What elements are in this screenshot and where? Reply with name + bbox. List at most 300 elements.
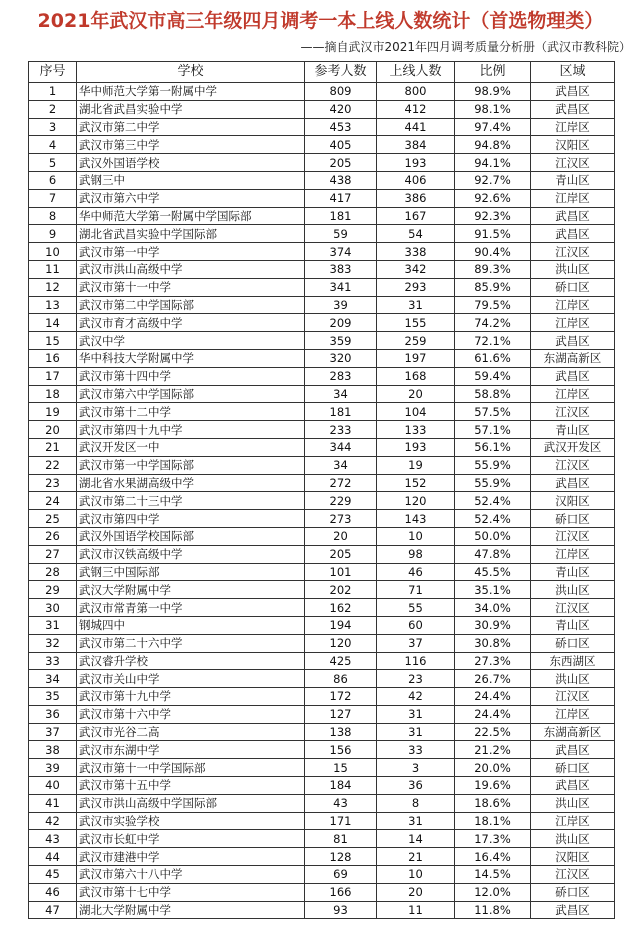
participants-cell: 171 bbox=[305, 812, 377, 830]
ratio-cell: 57.5% bbox=[455, 403, 531, 421]
district-cell: 武昌区 bbox=[531, 474, 615, 492]
qualified-cell: 193 bbox=[377, 154, 455, 172]
table-row bbox=[29, 474, 615, 492]
table-row bbox=[29, 118, 615, 136]
district-cell: 江汉区 bbox=[531, 866, 615, 884]
qualified-cell: 406 bbox=[377, 171, 455, 189]
table-row bbox=[29, 777, 615, 795]
table-row bbox=[29, 599, 615, 617]
participants-cell: 229 bbox=[305, 492, 377, 510]
participants-cell: 233 bbox=[305, 421, 377, 439]
district-cell: 东西湖区 bbox=[531, 652, 615, 670]
qualified-cell: 60 bbox=[377, 616, 455, 634]
table-row bbox=[29, 296, 615, 314]
district-cell: 洪山区 bbox=[531, 794, 615, 812]
participants-cell: 162 bbox=[305, 599, 377, 617]
ratio-cell: 35.1% bbox=[455, 581, 531, 599]
row-index-cell: 18 bbox=[29, 385, 77, 403]
qualified-cell: 8 bbox=[377, 794, 455, 812]
district-cell: 江岸区 bbox=[531, 314, 615, 332]
ratio-cell: 18.6% bbox=[455, 794, 531, 812]
ratio-cell: 24.4% bbox=[455, 688, 531, 706]
table-row bbox=[29, 759, 615, 777]
ratio-cell: 18.1% bbox=[455, 812, 531, 830]
participants-cell: 809 bbox=[305, 83, 377, 101]
row-index-cell: 8 bbox=[29, 207, 77, 225]
school-name-cell: 武汉开发区一中 bbox=[77, 438, 305, 456]
ratio-cell: 61.6% bbox=[455, 349, 531, 367]
qualified-cell: 133 bbox=[377, 421, 455, 439]
district-cell: 硚口区 bbox=[531, 759, 615, 777]
row-index-cell: 40 bbox=[29, 777, 77, 795]
school-name-cell: 武汉市第二中学国际部 bbox=[77, 296, 305, 314]
table-body bbox=[29, 83, 615, 919]
ratio-cell: 11.8% bbox=[455, 901, 531, 919]
participants-cell: 127 bbox=[305, 705, 377, 723]
row-index-cell: 39 bbox=[29, 759, 77, 777]
qualified-cell: 155 bbox=[377, 314, 455, 332]
district-cell: 洪山区 bbox=[531, 260, 615, 278]
participants-cell: 209 bbox=[305, 314, 377, 332]
school-name-cell: 华中师范大学第一附属中学国际部 bbox=[77, 207, 305, 225]
participants-cell: 34 bbox=[305, 456, 377, 474]
participants-cell: 344 bbox=[305, 438, 377, 456]
qualified-cell: 46 bbox=[377, 563, 455, 581]
district-cell: 硚口区 bbox=[531, 510, 615, 528]
row-index-cell: 36 bbox=[29, 705, 77, 723]
school-name-cell: 武汉市第十二中学 bbox=[77, 403, 305, 421]
school-name-cell: 武汉市第六中学 bbox=[77, 189, 305, 207]
row-index-cell: 20 bbox=[29, 421, 77, 439]
participants-cell: 69 bbox=[305, 866, 377, 884]
district-cell: 江汉区 bbox=[531, 154, 615, 172]
ratio-cell: 30.9% bbox=[455, 616, 531, 634]
district-cell: 江岸区 bbox=[531, 545, 615, 563]
ratio-cell: 98.1% bbox=[455, 100, 531, 118]
row-index-cell: 16 bbox=[29, 349, 77, 367]
table-row bbox=[29, 100, 615, 118]
school-name-cell: 武钢三中国际部 bbox=[77, 563, 305, 581]
school-name-cell: 武汉市第十九中学 bbox=[77, 688, 305, 706]
ratio-cell: 50.0% bbox=[455, 527, 531, 545]
school-name-cell: 武汉市第二中学 bbox=[77, 118, 305, 136]
qualified-cell: 55 bbox=[377, 599, 455, 617]
table-row bbox=[29, 385, 615, 403]
row-index-cell: 35 bbox=[29, 688, 77, 706]
school-name-cell: 武汉市育才高级中学 bbox=[77, 314, 305, 332]
table-row bbox=[29, 367, 615, 385]
participants-cell: 205 bbox=[305, 154, 377, 172]
table-row bbox=[29, 243, 615, 261]
header-qualified: 上线人数 bbox=[377, 62, 455, 83]
district-cell: 江岸区 bbox=[531, 385, 615, 403]
table-row bbox=[29, 545, 615, 563]
district-cell: 江汉区 bbox=[531, 243, 615, 261]
qualified-cell: 31 bbox=[377, 723, 455, 741]
participants-cell: 43 bbox=[305, 794, 377, 812]
ratio-cell: 94.1% bbox=[455, 154, 531, 172]
row-index-cell: 25 bbox=[29, 510, 77, 528]
district-cell: 武昌区 bbox=[531, 777, 615, 795]
qualified-cell: 19 bbox=[377, 456, 455, 474]
participants-cell: 405 bbox=[305, 136, 377, 154]
district-cell: 汉阳区 bbox=[531, 848, 615, 866]
district-cell: 武昌区 bbox=[531, 100, 615, 118]
table-row bbox=[29, 830, 615, 848]
district-cell: 江汉区 bbox=[531, 403, 615, 421]
row-index-cell: 1 bbox=[29, 83, 77, 101]
ratio-cell: 92.6% bbox=[455, 189, 531, 207]
school-name-cell: 湖北省武昌实验中学 bbox=[77, 100, 305, 118]
qualified-cell: 293 bbox=[377, 278, 455, 296]
row-index-cell: 12 bbox=[29, 278, 77, 296]
ratio-cell: 12.0% bbox=[455, 883, 531, 901]
ratio-cell: 58.8% bbox=[455, 385, 531, 403]
row-index-cell: 21 bbox=[29, 438, 77, 456]
row-index-cell: 46 bbox=[29, 883, 77, 901]
table-row bbox=[29, 848, 615, 866]
school-name-cell: 武汉市第六十八中学 bbox=[77, 866, 305, 884]
ratio-cell: 55.9% bbox=[455, 474, 531, 492]
qualified-cell: 800 bbox=[377, 83, 455, 101]
row-index-cell: 43 bbox=[29, 830, 77, 848]
row-index-cell: 45 bbox=[29, 866, 77, 884]
page-title: 2021年武汉市高三年级四月调考一本上线人数统计（首选物理类） bbox=[37, 10, 604, 32]
district-cell: 青山区 bbox=[531, 421, 615, 439]
row-index-cell: 10 bbox=[29, 243, 77, 261]
school-name-cell: 武汉市常青第一中学 bbox=[77, 599, 305, 617]
qualified-cell: 33 bbox=[377, 741, 455, 759]
qualified-cell: 98 bbox=[377, 545, 455, 563]
participants-cell: 15 bbox=[305, 759, 377, 777]
participants-cell: 205 bbox=[305, 545, 377, 563]
row-index-cell: 47 bbox=[29, 901, 77, 919]
qualified-cell: 31 bbox=[377, 812, 455, 830]
qualified-cell: 11 bbox=[377, 901, 455, 919]
participants-cell: 128 bbox=[305, 848, 377, 866]
qualified-cell: 259 bbox=[377, 332, 455, 350]
school-name-cell: 武汉市长虹中学 bbox=[77, 830, 305, 848]
qualified-cell: 342 bbox=[377, 260, 455, 278]
ratio-cell: 91.5% bbox=[455, 225, 531, 243]
row-index-cell: 19 bbox=[29, 403, 77, 421]
participants-cell: 420 bbox=[305, 100, 377, 118]
participants-cell: 181 bbox=[305, 207, 377, 225]
district-cell: 青山区 bbox=[531, 616, 615, 634]
table-row bbox=[29, 670, 615, 688]
ratio-cell: 19.6% bbox=[455, 777, 531, 795]
school-name-cell: 武汉市关山中学 bbox=[77, 670, 305, 688]
table-row bbox=[29, 901, 615, 919]
qualified-cell: 14 bbox=[377, 830, 455, 848]
table-row bbox=[29, 314, 615, 332]
table-row bbox=[29, 83, 615, 101]
district-cell: 硚口区 bbox=[531, 278, 615, 296]
row-index-cell: 29 bbox=[29, 581, 77, 599]
table-row bbox=[29, 438, 615, 456]
ratio-cell: 47.8% bbox=[455, 545, 531, 563]
participants-cell: 383 bbox=[305, 260, 377, 278]
district-cell: 江岸区 bbox=[531, 118, 615, 136]
source-note: ——摘自武汉市2021年四月调考质量分析册（武汉市教科院） bbox=[300, 40, 631, 54]
qualified-cell: 21 bbox=[377, 848, 455, 866]
table-row bbox=[29, 616, 615, 634]
school-name-cell: 武汉中学 bbox=[77, 332, 305, 350]
row-index-cell: 26 bbox=[29, 527, 77, 545]
district-cell: 武昌区 bbox=[531, 225, 615, 243]
school-name-cell: 武汉市建港中学 bbox=[77, 848, 305, 866]
district-cell: 青山区 bbox=[531, 171, 615, 189]
qualified-cell: 23 bbox=[377, 670, 455, 688]
header-ratio: 比例 bbox=[455, 62, 531, 83]
district-cell: 硚口区 bbox=[531, 883, 615, 901]
table-row bbox=[29, 581, 615, 599]
participants-cell: 172 bbox=[305, 688, 377, 706]
qualified-cell: 10 bbox=[377, 866, 455, 884]
row-index-cell: 3 bbox=[29, 118, 77, 136]
qualified-cell: 10 bbox=[377, 527, 455, 545]
ratio-cell: 20.0% bbox=[455, 759, 531, 777]
participants-cell: 181 bbox=[305, 403, 377, 421]
school-name-cell: 湖北大学附属中学 bbox=[77, 901, 305, 919]
district-cell: 洪山区 bbox=[531, 670, 615, 688]
ratio-cell: 55.9% bbox=[455, 456, 531, 474]
header-district: 区域 bbox=[531, 62, 615, 83]
table-row bbox=[29, 794, 615, 812]
district-cell: 硚口区 bbox=[531, 634, 615, 652]
school-name-cell: 武汉市第一中学国际部 bbox=[77, 456, 305, 474]
school-name-cell: 武汉市第十一中学 bbox=[77, 278, 305, 296]
row-index-cell: 33 bbox=[29, 652, 77, 670]
district-cell: 江汉区 bbox=[531, 688, 615, 706]
school-name-cell: 武汉市第一中学 bbox=[77, 243, 305, 261]
row-index-cell: 28 bbox=[29, 563, 77, 581]
table-row bbox=[29, 421, 615, 439]
row-index-cell: 27 bbox=[29, 545, 77, 563]
district-cell: 江岸区 bbox=[531, 296, 615, 314]
ratio-cell: 24.4% bbox=[455, 705, 531, 723]
row-index-cell: 38 bbox=[29, 741, 77, 759]
ratio-cell: 56.1% bbox=[455, 438, 531, 456]
row-index-cell: 17 bbox=[29, 367, 77, 385]
row-index-cell: 37 bbox=[29, 723, 77, 741]
participants-cell: 438 bbox=[305, 171, 377, 189]
table-row bbox=[29, 225, 615, 243]
participants-cell: 273 bbox=[305, 510, 377, 528]
district-cell: 江汉区 bbox=[531, 456, 615, 474]
table-row bbox=[29, 171, 615, 189]
header-index: 序号 bbox=[29, 62, 77, 83]
header-participants: 参考人数 bbox=[305, 62, 377, 83]
ratio-cell: 52.4% bbox=[455, 510, 531, 528]
district-cell: 汉阳区 bbox=[531, 136, 615, 154]
school-name-cell: 华中科技大学附属中学 bbox=[77, 349, 305, 367]
qualified-cell: 120 bbox=[377, 492, 455, 510]
ratio-cell: 30.8% bbox=[455, 634, 531, 652]
qualified-cell: 31 bbox=[377, 296, 455, 314]
table-row bbox=[29, 136, 615, 154]
school-name-cell: 武汉市洪山高级中学国际部 bbox=[77, 794, 305, 812]
school-name-cell: 武汉市光谷二高 bbox=[77, 723, 305, 741]
table-row bbox=[29, 278, 615, 296]
district-cell: 洪山区 bbox=[531, 581, 615, 599]
participants-cell: 101 bbox=[305, 563, 377, 581]
participants-cell: 138 bbox=[305, 723, 377, 741]
participants-cell: 39 bbox=[305, 296, 377, 314]
school-name-cell: 武汉市第四中学 bbox=[77, 510, 305, 528]
school-name-cell: 武汉大学附属中学 bbox=[77, 581, 305, 599]
table-row bbox=[29, 812, 615, 830]
ratio-cell: 97.4% bbox=[455, 118, 531, 136]
district-cell: 武昌区 bbox=[531, 207, 615, 225]
ratio-cell: 89.3% bbox=[455, 260, 531, 278]
qualified-cell: 167 bbox=[377, 207, 455, 225]
qualified-cell: 168 bbox=[377, 367, 455, 385]
row-index-cell: 5 bbox=[29, 154, 77, 172]
participants-cell: 34 bbox=[305, 385, 377, 403]
ratio-cell: 26.7% bbox=[455, 670, 531, 688]
school-name-cell: 武汉市第十六中学 bbox=[77, 705, 305, 723]
table-row bbox=[29, 741, 615, 759]
participants-cell: 320 bbox=[305, 349, 377, 367]
qualified-cell: 193 bbox=[377, 438, 455, 456]
school-name-cell: 武汉市第六中学国际部 bbox=[77, 385, 305, 403]
qualified-cell: 116 bbox=[377, 652, 455, 670]
ratio-cell: 90.4% bbox=[455, 243, 531, 261]
school-name-cell: 武汉市第十五中学 bbox=[77, 777, 305, 795]
table-row bbox=[29, 260, 615, 278]
district-cell: 江汉区 bbox=[531, 599, 615, 617]
qualified-cell: 197 bbox=[377, 349, 455, 367]
table-row bbox=[29, 563, 615, 581]
participants-cell: 166 bbox=[305, 883, 377, 901]
school-name-cell: 武汉市洪山高级中学 bbox=[77, 260, 305, 278]
row-index-cell: 2 bbox=[29, 100, 77, 118]
school-name-cell: 武汉市第二十三中学 bbox=[77, 492, 305, 510]
qualified-cell: 54 bbox=[377, 225, 455, 243]
district-cell: 洪山区 bbox=[531, 830, 615, 848]
district-cell: 江岸区 bbox=[531, 812, 615, 830]
table-row bbox=[29, 510, 615, 528]
participants-cell: 202 bbox=[305, 581, 377, 599]
district-cell: 武昌区 bbox=[531, 741, 615, 759]
participants-cell: 272 bbox=[305, 474, 377, 492]
row-index-cell: 13 bbox=[29, 296, 77, 314]
table-row bbox=[29, 688, 615, 706]
district-cell: 武昌区 bbox=[531, 332, 615, 350]
ratio-cell: 94.8% bbox=[455, 136, 531, 154]
ratio-cell: 45.5% bbox=[455, 563, 531, 581]
row-index-cell: 9 bbox=[29, 225, 77, 243]
qualified-cell: 338 bbox=[377, 243, 455, 261]
ratio-cell: 52.4% bbox=[455, 492, 531, 510]
ratio-cell: 22.5% bbox=[455, 723, 531, 741]
qualified-cell: 152 bbox=[377, 474, 455, 492]
table-row bbox=[29, 866, 615, 884]
ratio-cell: 92.3% bbox=[455, 207, 531, 225]
school-name-cell: 武汉市东湖中学 bbox=[77, 741, 305, 759]
ratio-cell: 57.1% bbox=[455, 421, 531, 439]
header-school: 学校 bbox=[77, 62, 305, 83]
qualified-cell: 42 bbox=[377, 688, 455, 706]
qualified-cell: 386 bbox=[377, 189, 455, 207]
row-index-cell: 14 bbox=[29, 314, 77, 332]
row-index-cell: 31 bbox=[29, 616, 77, 634]
district-cell: 东湖高新区 bbox=[531, 349, 615, 367]
qualified-cell: 36 bbox=[377, 777, 455, 795]
district-cell: 青山区 bbox=[531, 563, 615, 581]
district-cell: 武昌区 bbox=[531, 367, 615, 385]
row-index-cell: 41 bbox=[29, 794, 77, 812]
row-index-cell: 24 bbox=[29, 492, 77, 510]
table-row bbox=[29, 723, 615, 741]
qualified-cell: 20 bbox=[377, 883, 455, 901]
district-cell: 武昌区 bbox=[531, 901, 615, 919]
ratio-cell: 17.3% bbox=[455, 830, 531, 848]
ratio-cell: 74.2% bbox=[455, 314, 531, 332]
qualified-cell: 31 bbox=[377, 705, 455, 723]
school-name-cell: 湖北省武昌实验中学国际部 bbox=[77, 225, 305, 243]
participants-cell: 283 bbox=[305, 367, 377, 385]
school-name-cell: 武汉市汉铁高级中学 bbox=[77, 545, 305, 563]
row-index-cell: 34 bbox=[29, 670, 77, 688]
district-cell: 江汉区 bbox=[531, 527, 615, 545]
qualified-cell: 71 bbox=[377, 581, 455, 599]
table-row bbox=[29, 705, 615, 723]
table-row bbox=[29, 349, 615, 367]
school-name-cell: 华中师范大学第一附属中学 bbox=[77, 83, 305, 101]
school-name-cell: 武汉市第三中学 bbox=[77, 136, 305, 154]
school-name-cell: 武汉市第二十六中学 bbox=[77, 634, 305, 652]
school-name-cell: 武汉市第十一中学国际部 bbox=[77, 759, 305, 777]
district-cell: 江岸区 bbox=[531, 705, 615, 723]
school-name-cell: 湖北省水果湖高级中学 bbox=[77, 474, 305, 492]
school-name-cell: 武汉市第十四中学 bbox=[77, 367, 305, 385]
ratio-cell: 16.4% bbox=[455, 848, 531, 866]
row-index-cell: 30 bbox=[29, 599, 77, 617]
table-row bbox=[29, 634, 615, 652]
participants-cell: 81 bbox=[305, 830, 377, 848]
school-name-cell: 武汉睿升学校 bbox=[77, 652, 305, 670]
qualified-cell: 37 bbox=[377, 634, 455, 652]
district-cell: 东湖高新区 bbox=[531, 723, 615, 741]
ratio-cell: 85.9% bbox=[455, 278, 531, 296]
row-index-cell: 42 bbox=[29, 812, 77, 830]
participants-cell: 341 bbox=[305, 278, 377, 296]
district-cell: 江岸区 bbox=[531, 189, 615, 207]
ratio-cell: 21.2% bbox=[455, 741, 531, 759]
table-row bbox=[29, 652, 615, 670]
row-index-cell: 6 bbox=[29, 171, 77, 189]
ratio-cell: 59.4% bbox=[455, 367, 531, 385]
qualified-cell: 20 bbox=[377, 385, 455, 403]
school-name-cell: 钢城四中 bbox=[77, 616, 305, 634]
ratio-cell: 34.0% bbox=[455, 599, 531, 617]
participants-cell: 59 bbox=[305, 225, 377, 243]
ratio-cell: 14.5% bbox=[455, 866, 531, 884]
participants-cell: 93 bbox=[305, 901, 377, 919]
table-row bbox=[29, 883, 615, 901]
participants-cell: 184 bbox=[305, 777, 377, 795]
participants-cell: 20 bbox=[305, 527, 377, 545]
table-row bbox=[29, 492, 615, 510]
participants-cell: 453 bbox=[305, 118, 377, 136]
table-row bbox=[29, 332, 615, 350]
table-row bbox=[29, 456, 615, 474]
school-name-cell: 武汉市第四十九中学 bbox=[77, 421, 305, 439]
district-cell: 汉阳区 bbox=[531, 492, 615, 510]
table-row bbox=[29, 207, 615, 225]
